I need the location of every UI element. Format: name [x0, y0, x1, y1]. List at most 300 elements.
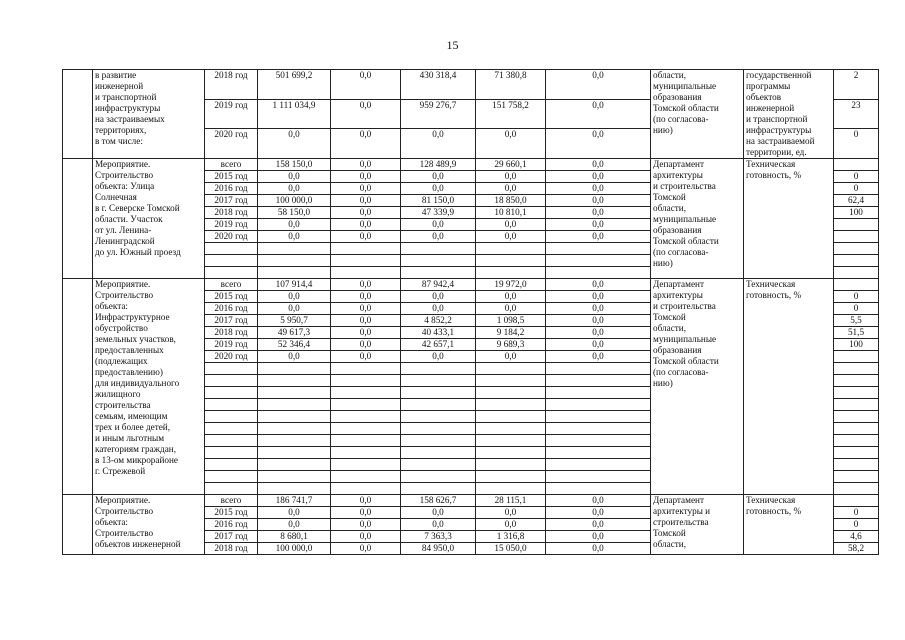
total-cell: [258, 363, 331, 375]
other-cell: [546, 267, 651, 279]
year-cell: всего: [205, 495, 258, 507]
total-cell: 100 000,0: [258, 543, 331, 555]
executor-cell: [651, 279, 744, 495]
regional-cell: [401, 267, 476, 279]
municipal-cell: 0,0: [476, 303, 546, 315]
row-index-cell: [63, 495, 93, 555]
executor-cell-line: нию): [653, 258, 673, 268]
municipal-cell: [476, 423, 546, 435]
municipal-cell: [476, 435, 546, 447]
indicator-value-cell: 2: [834, 70, 879, 100]
regional-cell: 430 318,4: [401, 70, 476, 100]
other-cell: [546, 363, 651, 375]
measure-name-cell-line: инфраструктуры: [95, 103, 161, 113]
executor-cell-line: области,: [653, 539, 687, 549]
regional-cell: [401, 399, 476, 411]
municipal-cell: 18 850,0: [476, 195, 546, 207]
municipal-cell: 0,0: [476, 183, 546, 195]
measure-name-cell-line: Мероприятие.: [95, 495, 151, 505]
indicator-value-cell: [834, 399, 879, 411]
total-cell: 107 914,4: [258, 279, 331, 291]
municipal-cell: 9 689,3: [476, 339, 546, 351]
regional-cell: 0,0: [401, 171, 476, 183]
year-cell: [205, 411, 258, 423]
executor-cell-line: (по согласова-: [653, 367, 709, 377]
federal-cell: 0,0: [331, 219, 401, 231]
other-cell: 0,0: [546, 195, 651, 207]
table-row: [63, 159, 879, 171]
total-cell: 186 741,7: [258, 495, 331, 507]
indicator-value-cell: [834, 159, 879, 171]
indicator-cell: [744, 159, 834, 279]
other-cell: 0,0: [546, 183, 651, 195]
indicator-value-cell: [834, 411, 879, 423]
indicator-cell-line: инфраструктуры: [746, 125, 812, 135]
total-cell: 52 346,4: [258, 339, 331, 351]
executor-cell-line: Департамент: [653, 495, 704, 505]
indicator-value-cell: [834, 387, 879, 399]
indicator-value-cell: [834, 243, 879, 255]
executor-cell-line: нию): [653, 378, 673, 388]
other-cell: 0,0: [546, 207, 651, 219]
indicator-cell-line: готовность, %: [746, 290, 802, 300]
regional-cell: 0,0: [401, 507, 476, 519]
year-cell: 2018 год: [205, 327, 258, 339]
total-cell: 0,0: [258, 183, 331, 195]
executor-cell-line: муниципальные: [653, 334, 717, 344]
municipal-cell: 0,0: [476, 351, 546, 363]
municipal-cell: 1 316,8: [476, 531, 546, 543]
measure-name-cell: [93, 70, 205, 159]
executor-cell-line: Департамент: [653, 159, 704, 169]
indicator-cell-line: готовность, %: [746, 506, 802, 516]
federal-cell: [331, 267, 401, 279]
executor-cell-line: Томской области: [653, 236, 719, 246]
year-cell: 2020 год: [205, 129, 258, 159]
executor-cell-line: архитектуры: [653, 170, 703, 180]
municipal-cell: [476, 363, 546, 375]
total-cell: [258, 411, 331, 423]
other-cell: 0,0: [546, 70, 651, 100]
total-cell: [258, 483, 331, 495]
total-cell: 0,0: [258, 303, 331, 315]
page-number: 15: [446, 38, 459, 52]
other-cell: [546, 483, 651, 495]
indicator-cell: [744, 279, 834, 495]
regional-cell: 158 626,7: [401, 495, 476, 507]
regional-cell: 87 942,4: [401, 279, 476, 291]
other-cell: 0,0: [546, 339, 651, 351]
total-cell: 0,0: [258, 291, 331, 303]
table-row: [63, 495, 879, 507]
measure-name-cell-line: объекта:: [95, 301, 128, 311]
total-cell: [258, 387, 331, 399]
measure-name-cell-line: Инфраструктурное: [95, 312, 170, 322]
municipal-cell: 28 115,1: [476, 495, 546, 507]
municipal-cell: [476, 483, 546, 495]
executor-cell-line: Томской: [653, 192, 686, 202]
other-cell: 0,0: [546, 279, 651, 291]
year-cell: 2018 год: [205, 207, 258, 219]
other-cell: 0,0: [546, 129, 651, 159]
executor-cell-line: Департамент: [653, 279, 704, 289]
measure-name-cell-line: для индивидуального: [95, 378, 180, 388]
federal-cell: [331, 375, 401, 387]
other-cell: [546, 471, 651, 483]
indicator-value-cell: 23: [834, 99, 879, 129]
regional-cell: 0,0: [401, 129, 476, 159]
regional-cell: 0,0: [401, 519, 476, 531]
year-cell: 2016 год: [205, 303, 258, 315]
regional-cell: [401, 243, 476, 255]
measure-name-cell-line: Строительство: [95, 528, 154, 538]
municipal-cell: [476, 399, 546, 411]
measure-name-cell-line: Мероприятие.: [95, 159, 151, 169]
municipal-cell: 0,0: [476, 129, 546, 159]
total-cell: 49 617,3: [258, 327, 331, 339]
measure-name-cell-line: Мероприятие.: [95, 279, 151, 289]
indicator-value-cell: [834, 483, 879, 495]
municipal-cell: 9 184,2: [476, 327, 546, 339]
indicator-cell-line: и транспортной: [746, 114, 808, 124]
municipal-cell: 29 660,1: [476, 159, 546, 171]
total-cell: [258, 255, 331, 267]
federal-cell: 0,0: [331, 159, 401, 171]
year-cell: 2017 год: [205, 531, 258, 543]
indicator-value-cell: 100: [834, 339, 879, 351]
other-cell: 0,0: [546, 507, 651, 519]
total-cell: 0,0: [258, 171, 331, 183]
regional-cell: 128 489,9: [401, 159, 476, 171]
federal-cell: 0,0: [331, 70, 401, 100]
measure-name-cell-line: Ленинградской: [95, 236, 155, 246]
total-cell: 8 680,1: [258, 531, 331, 543]
indicator-value-cell: 62,4: [834, 195, 879, 207]
measure-name-cell-line: жилищного: [95, 389, 141, 399]
total-cell: [258, 471, 331, 483]
executor-cell-line: муниципальные: [653, 81, 717, 91]
municipal-cell: 0,0: [476, 171, 546, 183]
other-cell: [546, 459, 651, 471]
indicator-value-cell: 0: [834, 129, 879, 159]
measure-name-cell-line: на застраиваемых: [95, 114, 165, 124]
executor-cell-line: Томской области: [653, 103, 719, 113]
other-cell: 0,0: [546, 219, 651, 231]
other-cell: 0,0: [546, 495, 651, 507]
measure-name-cell-line: предоставлению): [95, 367, 163, 377]
row-index-cell: [63, 159, 93, 279]
indicator-cell-line: на застраиваемой: [746, 136, 815, 146]
year-cell: [205, 483, 258, 495]
other-cell: 0,0: [546, 315, 651, 327]
executor-cell-line: архитектуры и: [653, 506, 711, 516]
municipal-cell: [476, 387, 546, 399]
indicator-value-cell: 0: [834, 303, 879, 315]
federal-cell: [331, 411, 401, 423]
federal-cell: [331, 399, 401, 411]
indicator-value-cell: [834, 279, 879, 291]
indicator-value-cell: [834, 495, 879, 507]
federal-cell: [331, 483, 401, 495]
measure-name-cell-line: Строительство: [95, 170, 154, 180]
other-cell: 0,0: [546, 531, 651, 543]
other-cell: 0,0: [546, 291, 651, 303]
measure-name-cell-line: в том числе:: [95, 136, 143, 146]
regional-cell: 40 433,1: [401, 327, 476, 339]
year-cell: всего: [205, 159, 258, 171]
measure-name-cell-line: объекта: Улица: [95, 181, 155, 191]
year-cell: 2020 год: [205, 351, 258, 363]
regional-cell: [401, 375, 476, 387]
indicator-value-cell: [834, 267, 879, 279]
indicator-value-cell: [834, 231, 879, 243]
row-index-cell: [63, 279, 93, 495]
municipal-cell: 0,0: [476, 291, 546, 303]
municipal-cell: 0,0: [476, 507, 546, 519]
measure-name-cell-line: строительства: [95, 400, 151, 410]
year-cell: всего: [205, 279, 258, 291]
regional-cell: 4 852,2: [401, 315, 476, 327]
measure-name-cell-line: предоставленных: [95, 345, 164, 355]
year-cell: [205, 471, 258, 483]
municipal-cell: 19 972,0: [476, 279, 546, 291]
row-index-cell: [63, 70, 93, 159]
regional-cell: 0,0: [401, 219, 476, 231]
measure-name-cell-line: территориях,: [95, 125, 147, 135]
total-cell: 0,0: [258, 129, 331, 159]
total-cell: 0,0: [258, 351, 331, 363]
measure-name-cell-line: Строительство: [95, 290, 154, 300]
regional-cell: 47 339,9: [401, 207, 476, 219]
municipal-cell: 0,0: [476, 219, 546, 231]
federal-cell: 0,0: [331, 99, 401, 129]
other-cell: 0,0: [546, 543, 651, 555]
year-cell: 2016 год: [205, 183, 258, 195]
year-cell: 2018 год: [205, 70, 258, 100]
indicator-value-cell: [834, 375, 879, 387]
municipal-cell: [476, 243, 546, 255]
federal-cell: 0,0: [331, 327, 401, 339]
indicator-value-cell: [834, 255, 879, 267]
regional-cell: [401, 387, 476, 399]
indicator-value-cell: 0: [834, 183, 879, 195]
indicator-value-cell: 0: [834, 519, 879, 531]
regional-cell: [401, 483, 476, 495]
federal-cell: [331, 447, 401, 459]
federal-cell: 0,0: [331, 231, 401, 243]
regional-cell: [401, 447, 476, 459]
executor-cell: [651, 159, 744, 279]
total-cell: [258, 447, 331, 459]
municipal-cell: 0,0: [476, 519, 546, 531]
regional-cell: 0,0: [401, 183, 476, 195]
municipal-cell: 15 050,0: [476, 543, 546, 555]
federal-cell: [331, 423, 401, 435]
indicator-value-cell: [834, 447, 879, 459]
indicator-value-cell: 0: [834, 291, 879, 303]
other-cell: 0,0: [546, 519, 651, 531]
year-cell: 2020 год: [205, 231, 258, 243]
year-cell: 2015 год: [205, 291, 258, 303]
indicator-value-cell: [834, 219, 879, 231]
federal-cell: 0,0: [331, 495, 401, 507]
measure-name-cell-line: инженерной: [95, 81, 144, 91]
measure-name-cell-line: (подлежащих: [95, 356, 148, 366]
federal-cell: 0,0: [331, 291, 401, 303]
indicator-value-cell: [834, 351, 879, 363]
total-cell: 501 699,2: [258, 70, 331, 100]
executor-cell-line: архитектуры: [653, 290, 703, 300]
federal-cell: [331, 255, 401, 267]
measure-name-cell-line: трех и более детей,: [95, 422, 171, 432]
municipal-cell: [476, 447, 546, 459]
measure-name-cell-line: в развитие: [95, 70, 137, 80]
indicator-value-cell: [834, 459, 879, 471]
regional-cell: 7 363,3: [401, 531, 476, 543]
regional-cell: 81 150,0: [401, 195, 476, 207]
total-cell: 5 950,7: [258, 315, 331, 327]
municipal-cell: 151 758,2: [476, 99, 546, 129]
total-cell: 0,0: [258, 219, 331, 231]
other-cell: [546, 387, 651, 399]
year-cell: [205, 255, 258, 267]
federal-cell: 0,0: [331, 531, 401, 543]
federal-cell: 0,0: [331, 519, 401, 531]
indicator-value-cell: [834, 363, 879, 375]
executor-cell-line: муниципальные: [653, 214, 717, 224]
indicator-value-cell: 5,5: [834, 315, 879, 327]
indicator-cell-line: территории, ед.: [746, 147, 807, 157]
year-cell: 2016 год: [205, 519, 258, 531]
indicator-cell: [744, 70, 834, 159]
federal-cell: 0,0: [331, 171, 401, 183]
other-cell: [546, 255, 651, 267]
other-cell: 0,0: [546, 159, 651, 171]
federal-cell: [331, 363, 401, 375]
federal-cell: [331, 435, 401, 447]
measure-name-cell-line: в г. Северске Томской: [95, 203, 180, 213]
regional-cell: 84 950,0: [401, 543, 476, 555]
federal-cell: 0,0: [331, 279, 401, 291]
year-cell: [205, 435, 258, 447]
total-cell: [258, 399, 331, 411]
measure-name-cell-line: Строительство: [95, 506, 154, 516]
federal-cell: 0,0: [331, 351, 401, 363]
regional-cell: [401, 423, 476, 435]
municipal-cell: 1 098,5: [476, 315, 546, 327]
total-cell: 158 150,0: [258, 159, 331, 171]
indicator-cell-line: Техническая: [746, 495, 796, 505]
measure-name-cell-line: категориям граждан,: [95, 444, 176, 454]
total-cell: [258, 435, 331, 447]
indicator-value-cell: 100: [834, 207, 879, 219]
measure-name-cell-line: объекта:: [95, 517, 128, 527]
executor-cell-line: нию): [653, 125, 673, 135]
total-cell: 1 111 034,9: [258, 99, 331, 129]
municipal-cell: [476, 459, 546, 471]
total-cell: 58 150,0: [258, 207, 331, 219]
federal-cell: [331, 243, 401, 255]
year-cell: [205, 447, 258, 459]
federal-cell: 0,0: [331, 507, 401, 519]
municipal-cell: 71 380,8: [476, 70, 546, 100]
year-cell: [205, 243, 258, 255]
year-cell: 2017 год: [205, 195, 258, 207]
executor-cell-line: строительства: [653, 517, 709, 527]
other-cell: 0,0: [546, 231, 651, 243]
municipal-cell: [476, 255, 546, 267]
year-cell: [205, 423, 258, 435]
table-row: [63, 279, 879, 291]
municipal-cell: 10 810,1: [476, 207, 546, 219]
federal-cell: [331, 459, 401, 471]
regional-cell: [401, 411, 476, 423]
executor-cell-line: области,: [653, 203, 687, 213]
year-cell: 2017 год: [205, 315, 258, 327]
total-cell: 0,0: [258, 507, 331, 519]
year-cell: [205, 459, 258, 471]
indicator-value-cell: [834, 471, 879, 483]
indicator-value-cell: [834, 435, 879, 447]
measure-name-cell-line: г. Стрежевой: [95, 466, 146, 476]
indicator-value-cell: 58,2: [834, 543, 879, 555]
total-cell: [258, 423, 331, 435]
total-cell: 0,0: [258, 519, 331, 531]
measure-name-cell-line: земельных участков,: [95, 334, 176, 344]
regional-cell: 0,0: [401, 351, 476, 363]
other-cell: 0,0: [546, 99, 651, 129]
measure-name-cell-line: от ул. Ленина-: [95, 225, 152, 235]
program-table: [62, 69, 879, 555]
indicator-value-cell: 51,5: [834, 327, 879, 339]
total-cell: [258, 375, 331, 387]
municipal-cell: [476, 471, 546, 483]
federal-cell: 0,0: [331, 315, 401, 327]
federal-cell: 0,0: [331, 195, 401, 207]
executor-cell-line: Томской: [653, 528, 686, 538]
year-cell: 2019 год: [205, 219, 258, 231]
measure-name-cell: [93, 495, 205, 555]
year-cell: [205, 267, 258, 279]
other-cell: [546, 399, 651, 411]
year-cell: [205, 375, 258, 387]
federal-cell: 0,0: [331, 183, 401, 195]
total-cell: 0,0: [258, 231, 331, 243]
federal-cell: [331, 471, 401, 483]
municipal-cell: [476, 411, 546, 423]
regional-cell: 959 276,7: [401, 99, 476, 129]
regional-cell: [401, 459, 476, 471]
other-cell: 0,0: [546, 351, 651, 363]
executor-cell-line: образования: [653, 225, 702, 235]
indicator-cell-line: государственной: [746, 70, 812, 80]
other-cell: [546, 447, 651, 459]
executor-cell-line: области,: [653, 323, 687, 333]
measure-name-cell-line: обустройство: [95, 323, 148, 333]
other-cell: [546, 375, 651, 387]
other-cell: 0,0: [546, 303, 651, 315]
indicator-value-cell: 4,6: [834, 531, 879, 543]
regional-cell: [401, 363, 476, 375]
year-cell: [205, 387, 258, 399]
executor-cell-line: и строительства: [653, 181, 716, 191]
table-row: [63, 70, 879, 100]
indicator-value-cell: [834, 423, 879, 435]
indicator-cell-line: инженерной: [746, 103, 795, 113]
federal-cell: 0,0: [331, 303, 401, 315]
federal-cell: [331, 387, 401, 399]
year-cell: 2019 год: [205, 339, 258, 351]
